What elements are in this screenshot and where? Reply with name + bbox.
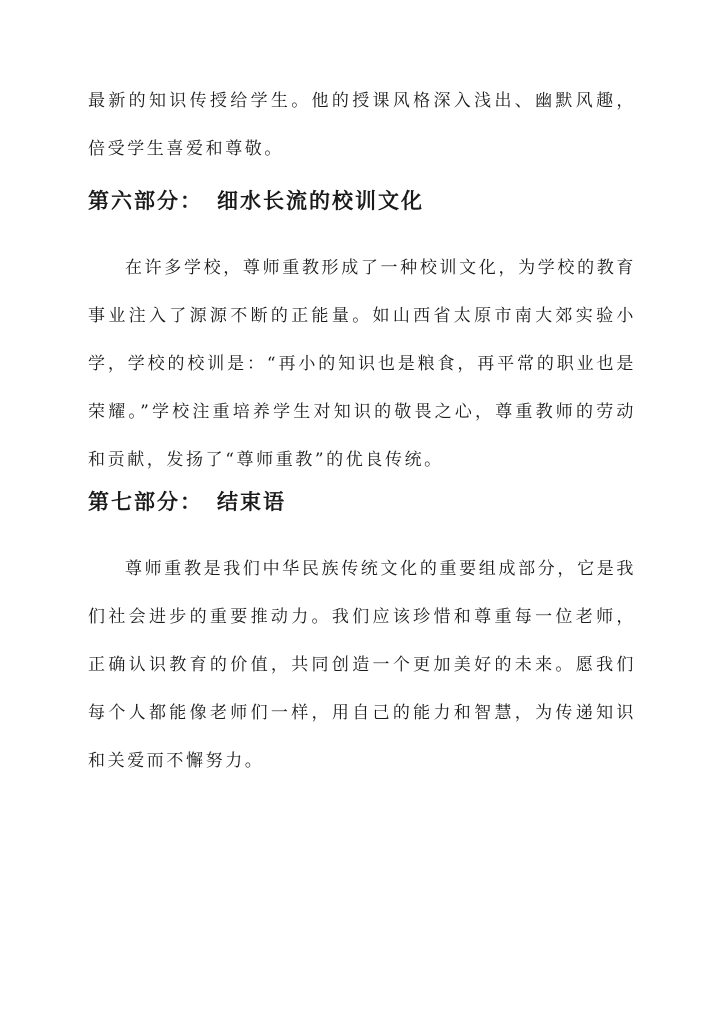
section-six-label: 第六部分： (88, 188, 203, 213)
section-seven-paragraph: 尊师重教是我们中华民族传统文化的重要组成部分，它是我们社会进步的重要推动力。我们应该珍惜和尊重每一位老师，正确认识教育的价值，共同创造一个更加美好的未来。愿我们每个人都能像老师们一样，用自己的能力和智慧，为传递知识和关爱而不懈努力。 (88, 559, 636, 771)
intro-paragraph: 最新的知识传授给学生。他的授课风格深入浅出、幽默风趣，倍受学生喜爱和尊敬。 (88, 91, 636, 159)
section-seven-label: 第七部分： (88, 489, 203, 514)
section-six-heading (88, 186, 424, 216)
section-six-title: 细水长流的校训文化 (217, 188, 424, 213)
section-six-paragraph: 在许多学校，尊师重教形成了一种校训文化，为学校的教育事业注入了源源不断的正能量。如山西省太原市南大郊实验小学，学校的校训是：“再小的知识也是粮食，再平常的职业也是荣耀。”学校注重培养学生对知识的敬畏之心，尊重教师的劳动和贡献，发扬了“尊师重教”的优良传统。 (88, 258, 636, 470)
section-seven-heading (88, 487, 286, 517)
section-seven-title: 结束语 (217, 489, 286, 514)
